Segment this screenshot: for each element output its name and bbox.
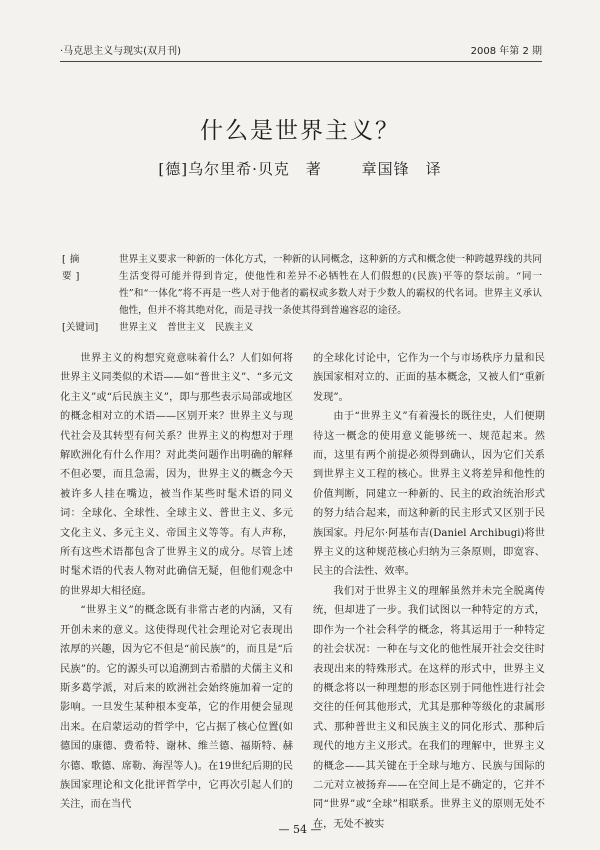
abstract-label: [摘 要] xyxy=(62,254,97,282)
body-column-left xyxy=(60,349,293,815)
keywords-label: [关键词] xyxy=(62,322,99,333)
author: [德]乌尔里希·贝克 著 xyxy=(158,160,322,178)
paragraph: 我们对于世界主义的理解虽然并未完全脱离传统，但却进了一步。我们试图以一种特定的方式，即作为一个社会科学的概念，将其运用于一种特定的社会状况：一种在与文化的他性展开社会交往时表现出来的特殊形式。在这样的形式中，世界主义的概念将以一种理想的形态区别于同他性进行社会交往的任何其他形式，尤其是那种等级化的隶属形式、那种普世主义和民族主义的同化形式、那种后现代的地方主义形式。在我们的理解中，世界主义的概念——其关键在于全球与地方、民族与国际的二元对立被扬弃——在空间上是不确定的，它并不同“世界”或“全球”相联系。世界主义的原则无处不在，无处不被实 xyxy=(313,585,545,830)
abstract xyxy=(62,251,542,319)
keywords-text: 世界主义 普世主义 民族主义 xyxy=(119,322,254,333)
abstract-text: 世界主义要求一种新的一体化方式，一种新的认同概念，这种新的方式和概念使一种跨越界线的共同生活变得可能并得到肯定，使他性和差异不必牺牲在人们假想的(民族)平等的祭坛前。“同一性”和“一体化”将不再是一些人对于他者的霸权或多数人对于少数人的霸权的代名词。世界主义承认他性，但并不将其绝对化，而是寻找一条使其得到普遍容忍的途径。 xyxy=(119,254,542,316)
article-title: 什么是世界主义？ xyxy=(200,118,400,144)
page-number: — 54 — xyxy=(278,823,322,836)
paragraph: “世界主义”的概念既有非常古老的内涵，又有开创未来的意义。这使得现代社会理论对它表现出浓厚的兴趣，因为它不但是“前民族”的，而且是“后民族”的。它的源头可以追溯到古希腊的犬儒主义和斯多葛学派，对后来的欧洲社会始终施加着一定的影响。一旦发生某种根本变革，它的作用便会显现出来。在启蒙运动的哲学中，它占据了核心位置(如德国的康德、费希特、谢林、维兰德、福斯特、赫尔德、歌德、席勒、海涅等人)。在19世纪后期的民族国家理论和文化批评哲学中，它再次引起人们的关注，而在当代 xyxy=(60,605,293,811)
paragraph: 世界主义的构想究竟意味着什么？人们如何将世界主义同类似的术语——如“普世主义”、“多元文化主义”或“后民族主义”，即与那些表示局部或地区的概念相对立的术语——区别开来？世界主义与现代社会及其转型有何关系？世界主义的构想对于理解欧洲化有什么作用？对此类问题作出明确的解释不但必要，而且急需，因为，世界主义的概念今天被许多人挂在嘴边，被当作某些时髦术语的同义词：全球化、全球性、全球主义、普世主义、多元文化主义、多元主义、帝国主义等等。有人声称，所有这些术语都包含了世界主义的成分。尽管上述时髦术语的代表人物对此确信无疑，但他们观念中的世界却大相径庭。 xyxy=(60,353,293,597)
journal-name: ·马克思主义与现实(双月刊) xyxy=(60,46,181,57)
running-head xyxy=(60,45,542,62)
translator: 章国锋 译 xyxy=(361,160,442,178)
byline xyxy=(0,158,600,179)
body-column-right xyxy=(313,349,545,834)
issue-number: 2008 年第 2 期 xyxy=(470,46,542,57)
paragraph: 由于“世界主义”有着漫长的既往史，人们便期待这一概念的使用意义能够统一、规范起来。然而，这里有两个前提必须得到确认，因为它们关系到世界主义工程的核心。世界主义将差异和他性的价值判断，同建立一种新的、民主的政治统治形式的努力结合起来，而这种新的民主形式又区别于民族国家。丹尼尔·阿基布吉(Daniel Archibugi)将世界主义的这种规范核心归纳为三条原则，即宽容、民主的合法性、效率。 xyxy=(313,411,545,578)
keywords xyxy=(62,321,542,335)
paragraph: 的全球化讨论中，它作为一个与市场秩序力量和民族国家相对立的、正面的基本概念，又被人们“重新发现”。 xyxy=(313,353,545,403)
